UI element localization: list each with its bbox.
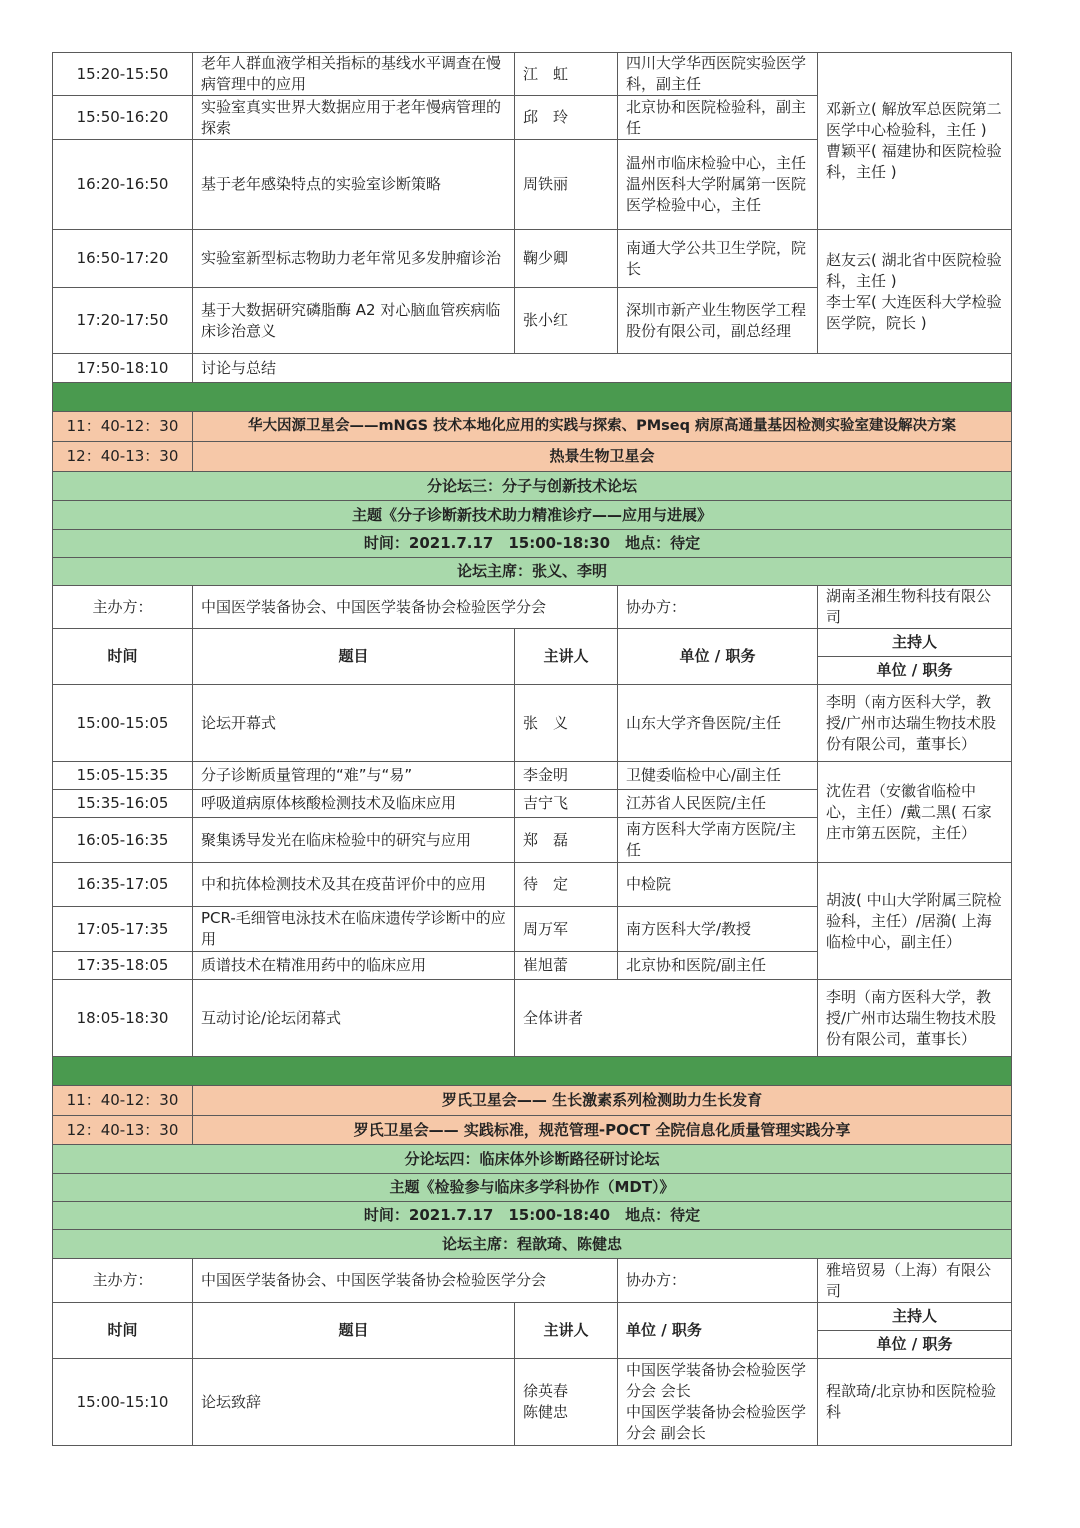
time-cell: 15:05-15:35 <box>52 762 193 790</box>
host-cell: 程歆琦/北京协和医院检验科 <box>818 1359 1012 1446</box>
topic-cell: 老年人群血液学相关指标的基线水平调查在慢病管理中的应用 <box>193 52 515 96</box>
topic-cell: 呼吸道病原体核酸检测技术及临床应用 <box>193 790 515 818</box>
speaker-cell: 鞠少卿 <box>515 230 618 288</box>
speaker-cell: 待 定 <box>515 863 618 907</box>
speaker-cell: 郑 磊 <box>515 818 618 863</box>
forum-chair: 论坛主席：张义、李明 <box>52 558 1012 586</box>
satellite-time: 11：40-12：30 <box>52 1086 193 1116</box>
unit-cell: 南方医科大学/教授 <box>618 907 818 952</box>
header-host: 主持人 <box>818 1303 1012 1331</box>
unit-cell: 北京协和医院检验科，副主任 <box>618 96 818 140</box>
section-divider-bar <box>52 1057 1012 1086</box>
satellite-title: 罗氏卫星会—— 实践标准，规范管理-POCT 全院信息化质量管理实践分享 <box>193 1116 1012 1145</box>
time-cell: 15:50-16:20 <box>52 96 193 140</box>
satellite-time: 12：40-13：30 <box>52 442 193 472</box>
time-cell: 16:35-17:05 <box>52 863 193 907</box>
time-cell: 17:50-18:10 <box>52 354 193 383</box>
topic-cell: 聚集诱导发光在临床检验中的研究与应用 <box>193 818 515 863</box>
co-organizer-label: 协办方： <box>618 1259 818 1303</box>
host-cell: 邓新立( 解放军总医院第二医学中心检验科，主任 ) 曹颖平( 福建协和医院检验科，主任 ) <box>818 52 1012 230</box>
unit-cell: 山东大学齐鲁医院/主任 <box>618 685 818 762</box>
time-cell: 16:20-16:50 <box>52 140 193 230</box>
host-cell: 李明（南方医科大学，教授/广州市达瑞生物技术股份有限公司，董事长） <box>818 685 1012 762</box>
satellite-title: 热景生物卫星会 <box>193 442 1012 472</box>
header-topic: 题目 <box>193 629 515 685</box>
header-time: 时间 <box>52 1303 193 1359</box>
unit-cell: 卫健委临检中心/副主任 <box>618 762 818 790</box>
unit-cell: 四川大学华西医院实验医学科，副主任 <box>618 52 818 96</box>
topic-cell: 中和抗体检测技术及其在疫苗评价中的应用 <box>193 863 515 907</box>
section-divider-bar <box>52 383 1012 412</box>
topic-cell: 基于老年感染特点的实验室诊断策略 <box>193 140 515 230</box>
speaker-cell: 张 义 <box>515 685 618 762</box>
topic-cell: 讨论与总结 <box>193 354 1012 383</box>
speaker-cell: 邱 玲 <box>515 96 618 140</box>
time-cell: 17:20-17:50 <box>52 288 193 354</box>
topic-cell: 论坛致辞 <box>193 1359 515 1446</box>
time-cell: 18:05-18:30 <box>52 980 193 1057</box>
topic-cell: 分子诊断质量管理的“难”与“易” <box>193 762 515 790</box>
unit-cell: 南通大学公共卫生学院，院长 <box>618 230 818 288</box>
unit-cell: 中国医学装备协会检验医学分会 会长 中国医学装备协会检验医学分会 副会长 <box>618 1359 818 1446</box>
speaker-cell: 崔旭蕾 <box>515 952 618 980</box>
forum-chair: 论坛主席：程歆琦、陈健忠 <box>52 1230 1012 1259</box>
topic-cell: 质谱技术在精准用药中的临床应用 <box>193 952 515 980</box>
time-cell: 15:00-15:10 <box>52 1359 193 1446</box>
speaker-cell: 李金明 <box>515 762 618 790</box>
header-unit: 单位 / 职务 <box>618 1303 818 1359</box>
host-cell: 李明（南方医科大学，教授/广州市达瑞生物技术股份有限公司，董事长） <box>818 980 1012 1057</box>
topic-cell: 基于大数据研究磷脂酶 A2 对心脑血管疾病临床诊治意义 <box>193 288 515 354</box>
topic-cell: 实验室真实世界大数据应用于老年慢病管理的探索 <box>193 96 515 140</box>
time-cell: 17:35-18:05 <box>52 952 193 980</box>
forum-theme: 主题《分子诊断新技术助力精准诊疗——应用与进展》 <box>52 501 1012 530</box>
speaker-cell: 周万军 <box>515 907 618 952</box>
host-cell: 沈佐君（安徽省临检中心，主任）/戴二黑( 石家庄市第五医院，主任） <box>818 762 1012 863</box>
time-cell: 16:05-16:35 <box>52 818 193 863</box>
time-cell: 16:50-17:20 <box>52 230 193 288</box>
forum-time-location: 时间：2021.7.17 15:00-18:30 地点：待定 <box>52 530 1012 558</box>
organizer-value: 中国医学装备协会、中国医学装备协会检验医学分会 <box>193 1259 618 1303</box>
host-cell: 胡波( 中山大学附属三院检验科，主任）/居漪( 上海临检中心，副主任） <box>818 863 1012 980</box>
time-cell: 15:00-15:05 <box>52 685 193 762</box>
unit-cell: 北京协和医院/副主任 <box>618 952 818 980</box>
time-cell: 17:05-17:35 <box>52 907 193 952</box>
unit-cell: 温州市临床检验中心，主任 温州医科大学附属第一医院医学检验中心，主任 <box>618 140 818 230</box>
speaker-cell: 周铁丽 <box>515 140 618 230</box>
speaker-cell: 全体讲者 <box>515 980 818 1057</box>
speaker-cell: 徐英春 陈健忠 <box>515 1359 618 1446</box>
host-cell: 赵友云( 湖北省中医院检验科，主任 ) 李士军( 大连医科大学检验医学院，院长 ) <box>818 230 1012 354</box>
organizer-value: 中国医学装备协会、中国医学装备协会检验医学分会 <box>193 586 618 629</box>
speaker-cell: 张小红 <box>515 288 618 354</box>
header-host-unit: 单位 / 职务 <box>818 1331 1012 1359</box>
forum-time-location: 时间：2021.7.17 15:00-18:40 地点：待定 <box>52 1202 1012 1230</box>
header-host-unit: 单位 / 职务 <box>818 657 1012 685</box>
forum-theme: 主题《检验参与临床多学科协作（MDT）》 <box>52 1174 1012 1202</box>
unit-cell: 深圳市新产业生物医学工程股份有限公司，副总经理 <box>618 288 818 354</box>
forum-name: 分论坛四：临床体外诊断路径研讨论坛 <box>52 1145 1012 1174</box>
satellite-title: 华大因源卫星会——mNGS 技术本地化应用的实践与探索、PMseq 病原高通量基因检测实验室建设解决方案 <box>193 412 1012 442</box>
topic-cell: 实验室新型标志物助力老年常见多发肿瘤诊治 <box>193 230 515 288</box>
speaker-cell: 江 虹 <box>515 52 618 96</box>
satellite-time: 12：40-13：30 <box>52 1116 193 1145</box>
co-organizer-value: 湖南圣湘生物科技有限公司 <box>818 586 1012 629</box>
organizer-label: 主办方： <box>52 1259 193 1303</box>
co-organizer-value: 雅培贸易（上海）有限公司 <box>818 1259 1012 1303</box>
header-speaker: 主讲人 <box>515 1303 618 1359</box>
header-time: 时间 <box>52 629 193 685</box>
topic-cell: 互动讨论/论坛闭幕式 <box>193 980 515 1057</box>
topic-cell: PCR-毛细管电泳技术在临床遗传学诊断中的应用 <box>193 907 515 952</box>
topic-cell: 论坛开幕式 <box>193 685 515 762</box>
header-host: 主持人 <box>818 629 1012 657</box>
header-topic: 题目 <box>193 1303 515 1359</box>
unit-cell: 南方医科大学南方医院/主任 <box>618 818 818 863</box>
header-unit: 单位 / 职务 <box>618 629 818 685</box>
unit-cell: 中检院 <box>618 863 818 907</box>
organizer-label: 主办方： <box>52 586 193 629</box>
time-cell: 15:35-16:05 <box>52 790 193 818</box>
unit-cell: 江苏省人民医院/主任 <box>618 790 818 818</box>
time-cell: 15:20-15:50 <box>52 52 193 96</box>
co-organizer-label: 协办方： <box>618 586 818 629</box>
forum-name: 分论坛三：分子与创新技术论坛 <box>52 472 1012 501</box>
satellite-time: 11：40-12：30 <box>52 412 193 442</box>
satellite-title: 罗氏卫星会—— 生长激素系列检测助力生长发育 <box>193 1086 1012 1116</box>
speaker-cell: 吉宁飞 <box>515 790 618 818</box>
header-speaker: 主讲人 <box>515 629 618 685</box>
